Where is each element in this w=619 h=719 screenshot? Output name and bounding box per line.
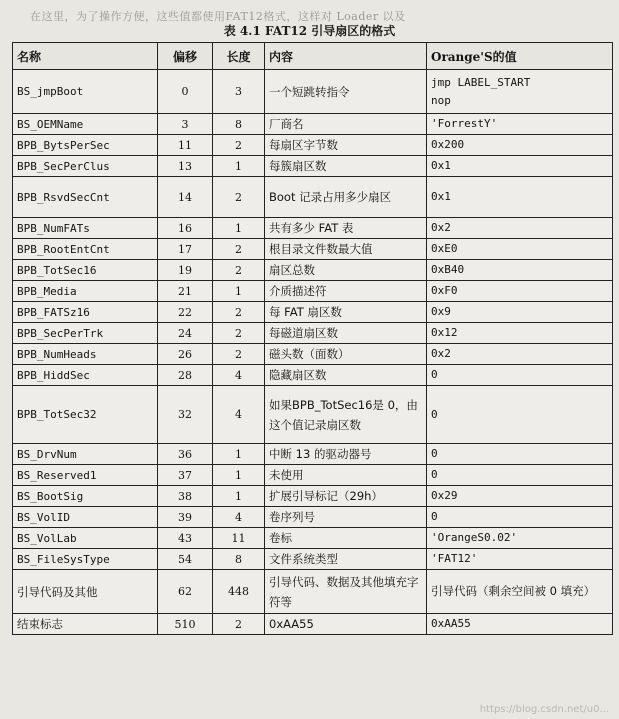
- header-offset: 偏移: [158, 43, 213, 70]
- field-offset: 0: [158, 70, 213, 114]
- field-length: 2: [213, 614, 265, 635]
- table-row: [13, 570, 613, 614]
- field-name: BS_BootSig: [13, 486, 158, 507]
- field-name: BS_Reserved1: [13, 465, 158, 486]
- field-content: 磁头数（面数）: [265, 344, 427, 365]
- field-offset: 19: [158, 260, 213, 281]
- field-value: 0x200: [427, 135, 613, 156]
- field-length: 2: [213, 323, 265, 344]
- table-row: [13, 344, 613, 365]
- field-length: 1: [213, 218, 265, 239]
- watermark-url: https://blog.csdn.net/u0...: [479, 704, 609, 715]
- field-length: 3: [213, 70, 265, 114]
- field-value: 0: [427, 365, 613, 386]
- field-length: 2: [213, 135, 265, 156]
- field-value: 0: [427, 386, 613, 444]
- table-row: [13, 156, 613, 177]
- field-content: Boot 记录占用多少扇区: [265, 177, 427, 218]
- table-row: [13, 70, 613, 114]
- table-row: [13, 260, 613, 281]
- field-value: 0x12: [427, 323, 613, 344]
- field-value: jmp LABEL_START nop: [427, 70, 613, 114]
- field-value: 0: [427, 465, 613, 486]
- field-length: 2: [213, 177, 265, 218]
- field-value: 'ForrestY': [427, 114, 613, 135]
- field-content: 如果BPB_TotSec16是 0，由这个值记录扇区数: [265, 386, 427, 444]
- field-length: 2: [213, 239, 265, 260]
- field-name: 结束标志: [13, 614, 158, 635]
- field-name: BPB_SecPerClus: [13, 156, 158, 177]
- field-content: 每扇区字节数: [265, 135, 427, 156]
- table-row: [13, 302, 613, 323]
- field-name: BS_VolLab: [13, 528, 158, 549]
- field-offset: 3: [158, 114, 213, 135]
- table-row: [13, 239, 613, 260]
- field-value: 0x29: [427, 486, 613, 507]
- field-value: 'OrangeS0.02': [427, 528, 613, 549]
- field-length: 2: [213, 344, 265, 365]
- field-offset: 16: [158, 218, 213, 239]
- field-name: BPB_TotSec32: [13, 386, 158, 444]
- field-offset: 17: [158, 239, 213, 260]
- field-value: 0x2: [427, 218, 613, 239]
- field-content: 根目录文件数最大值: [265, 239, 427, 260]
- field-offset: 24: [158, 323, 213, 344]
- field-name: BS_DrvNum: [13, 444, 158, 465]
- field-value: 0x2: [427, 344, 613, 365]
- field-offset: 26: [158, 344, 213, 365]
- field-offset: 22: [158, 302, 213, 323]
- field-length: 1: [213, 156, 265, 177]
- table-row: [13, 444, 613, 465]
- field-content: 扩展引导标记（29h）: [265, 486, 427, 507]
- field-content: 扇区总数: [265, 260, 427, 281]
- header-value: Orange'S的值: [427, 43, 613, 70]
- header-name: 名称: [13, 43, 158, 70]
- field-length: 2: [213, 260, 265, 281]
- field-name: BPB_BytsPerSec: [13, 135, 158, 156]
- field-name: BS_FileSysType: [13, 549, 158, 570]
- field-value: 0xE0: [427, 239, 613, 260]
- field-length: 448: [213, 570, 265, 614]
- field-content: 厂商名: [265, 114, 427, 135]
- field-offset: 32: [158, 386, 213, 444]
- field-name: BPB_FATSz16: [13, 302, 158, 323]
- field-length: 8: [213, 114, 265, 135]
- field-length: 4: [213, 386, 265, 444]
- field-value: 0x1: [427, 156, 613, 177]
- field-name: BS_OEMName: [13, 114, 158, 135]
- field-length: 1: [213, 281, 265, 302]
- field-name: BS_jmpBoot: [13, 70, 158, 114]
- field-value: 0: [427, 507, 613, 528]
- field-offset: 38: [158, 486, 213, 507]
- field-offset: 11: [158, 135, 213, 156]
- table-row: [13, 323, 613, 344]
- field-name: BPB_SecPerTrk: [13, 323, 158, 344]
- field-value: 0x1: [427, 177, 613, 218]
- field-name: BS_VolID: [13, 507, 158, 528]
- field-content: 0xAA55: [265, 614, 427, 635]
- table-caption: 表 4.1 FAT12 引导扇区的格式: [223, 24, 396, 38]
- field-content: 每 FAT 扇区数: [265, 302, 427, 323]
- field-offset: 21: [158, 281, 213, 302]
- field-content: 中断 13 的驱动器号: [265, 444, 427, 465]
- field-content: 卷标: [265, 528, 427, 549]
- field-length: 8: [213, 549, 265, 570]
- table-row: [13, 528, 613, 549]
- field-value: 0xB40: [427, 260, 613, 281]
- field-name: 引导代码及其他: [13, 570, 158, 614]
- field-offset: 37: [158, 465, 213, 486]
- field-offset: 62: [158, 570, 213, 614]
- field-content: 文件系统类型: [265, 549, 427, 570]
- field-length: 1: [213, 465, 265, 486]
- field-length: 1: [213, 486, 265, 507]
- field-name: BPB_RsvdSecCnt: [13, 177, 158, 218]
- table-header-row: [13, 43, 613, 70]
- header-content: 内容: [265, 43, 427, 70]
- field-value: 引导代码（剩余空间被 0 填充）: [427, 570, 613, 614]
- field-length: 1: [213, 444, 265, 465]
- field-content: 介质描述符: [265, 281, 427, 302]
- table-row: [13, 114, 613, 135]
- field-content: 每磁道扇区数: [265, 323, 427, 344]
- field-offset: 14: [158, 177, 213, 218]
- field-name: BPB_NumHeads: [13, 344, 158, 365]
- field-name: BPB_Media: [13, 281, 158, 302]
- table-row: [13, 281, 613, 302]
- field-content: 隐藏扇区数: [265, 365, 427, 386]
- field-content: 一个短跳转指令: [265, 70, 427, 114]
- field-value: 0x9: [427, 302, 613, 323]
- field-offset: 28: [158, 365, 213, 386]
- field-length: 11: [213, 528, 265, 549]
- field-value: 0: [427, 444, 613, 465]
- table-row: [13, 365, 613, 386]
- field-length: 2: [213, 302, 265, 323]
- table-row: [13, 135, 613, 156]
- background-page-text: 在这里，为了操作方便，这些值都使用FAT12格式，这样对 Loader 以及: [30, 10, 406, 23]
- field-content: 引导代码、数据及其他填充字符等: [265, 570, 427, 614]
- field-name: BPB_TotSec16: [13, 260, 158, 281]
- table-row: [13, 507, 613, 528]
- header-length: 长度: [213, 43, 265, 70]
- field-value: 0xAA55: [427, 614, 613, 635]
- field-offset: 13: [158, 156, 213, 177]
- field-offset: 36: [158, 444, 213, 465]
- field-value: 'FAT12': [427, 549, 613, 570]
- field-value: 0xF0: [427, 281, 613, 302]
- field-content: 未使用: [265, 465, 427, 486]
- field-length: 4: [213, 365, 265, 386]
- table-row: [13, 614, 613, 635]
- field-offset: 43: [158, 528, 213, 549]
- table-row: [13, 386, 613, 444]
- table-row: [13, 177, 613, 218]
- fat12-boot-sector-table: [12, 42, 613, 635]
- table-row: [13, 486, 613, 507]
- field-length: 4: [213, 507, 265, 528]
- field-offset: 54: [158, 549, 213, 570]
- field-content: 共有多少 FAT 表: [265, 218, 427, 239]
- field-content: 卷序列号: [265, 507, 427, 528]
- field-offset: 510: [158, 614, 213, 635]
- table-row: [13, 549, 613, 570]
- field-name: BPB_NumFATs: [13, 218, 158, 239]
- field-offset: 39: [158, 507, 213, 528]
- table-row: [13, 218, 613, 239]
- table-row: [13, 465, 613, 486]
- field-content: 每簇扇区数: [265, 156, 427, 177]
- field-name: BPB_RootEntCnt: [13, 239, 158, 260]
- field-name: BPB_HiddSec: [13, 365, 158, 386]
